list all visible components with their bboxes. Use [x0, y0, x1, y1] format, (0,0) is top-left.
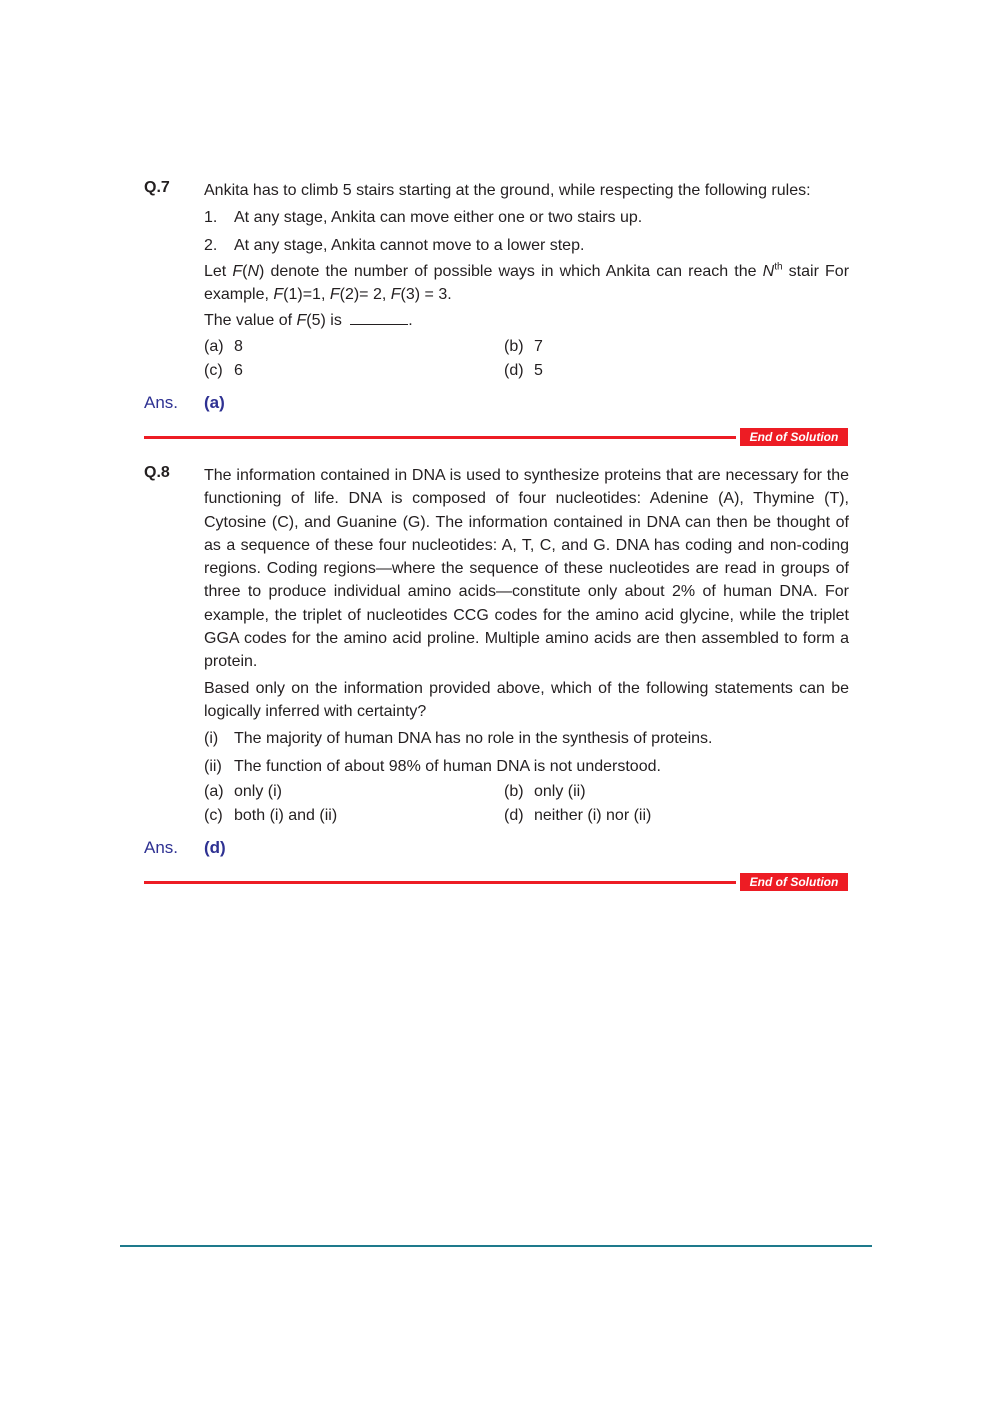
statement-text: The function of about 98% of human DNA is not understood. [234, 757, 661, 775]
rule-text: At any stage, Ankita can move either one or two stairs up. [234, 209, 643, 227]
end-of-solution-tag: End of Solution [740, 873, 848, 891]
option-a: (a) 8 [204, 337, 243, 355]
rule-item [204, 234, 849, 257]
rule-marker: 1. [204, 209, 218, 227]
option-a: (a) only (i) [204, 782, 283, 800]
divider [144, 436, 736, 439]
end-of-solution-banner [144, 428, 848, 446]
example-text: For example, F(1)=1, F(2)= 2, F(3) = 3. [204, 262, 850, 304]
options-grid [204, 780, 849, 828]
footer-divider [120, 1245, 872, 1247]
option-c: (c) 6 [204, 362, 243, 380]
answer-label: Ans. [144, 838, 179, 857]
passage-text: The information contained in DNA is used to synthesize proteins that are necessary for the functioning of life. DNA is composed of four nucleotides: Adenine (A), Thymine (T), Cytosine (C), and Guanine (G). The information contained in DNA can then be thought of as a sequence of these four nucleotides: A, T, C, and G. DNA has coding and non-coding regions. Coding regions—where the sequence of these nucleotides are read in groups of three to produce individual amino acids—constitute only about 2% of human DNA. For example, the triplet of nucleotides CCG codes for the amino acid glycine, while the triplet GGA codes for the amino acid proline. Multiple amino acids are then assembled to form a protein. [204, 467, 849, 671]
option-d: (d) 5 [504, 362, 543, 380]
rule-marker: 2. [204, 236, 218, 254]
question-number: Q.8 [144, 464, 170, 481]
answer-value: (a) [204, 393, 225, 412]
statement-item [204, 755, 849, 778]
options-grid [204, 335, 849, 383]
statement-marker: (ii) [204, 757, 222, 775]
answer-blank [350, 324, 408, 325]
statement-item [204, 727, 849, 750]
option-b: (b) 7 [504, 337, 543, 355]
definition-text: Let F(N) denote the number of possible ways in which Ankita can reach the $N^{th}$ stair For example, F(1)=1, F(2)= 2, F(3) = 3. [204, 261, 850, 304]
question-number: Q.7 [144, 179, 170, 196]
answer-line [144, 838, 226, 858]
question-stem: Ankita has to climb 5 stairs starting at the ground, while respecting the following rules: [204, 182, 811, 199]
question-prompt: Based only on the information provided above, which of the following statements can be logically inferred with certainty? [204, 679, 849, 720]
question-8 [144, 464, 849, 827]
end-of-solution-tag: End of Solution [740, 428, 848, 446]
statement-text: The majority of human DNA has no role in the synthesis of proteins. [234, 730, 713, 748]
end-of-solution-banner [144, 873, 848, 891]
divider [144, 881, 736, 884]
question-7 [144, 179, 849, 382]
option-b: (b) only (ii) [504, 782, 586, 800]
statement-marker: (i) [204, 730, 219, 748]
answer-label: Ans. [144, 393, 179, 412]
option-c: (c) both (i) and (ii) [204, 807, 338, 825]
rule-text: At any stage, Ankita cannot move to a lower step. [234, 236, 585, 254]
rule-item [204, 206, 849, 229]
answer-line [144, 393, 225, 413]
question-prompt: The value of F(5) is . [204, 312, 413, 330]
option-d: (d) neither (i) nor (ii) [504, 807, 652, 825]
answer-value: (d) [204, 838, 226, 857]
